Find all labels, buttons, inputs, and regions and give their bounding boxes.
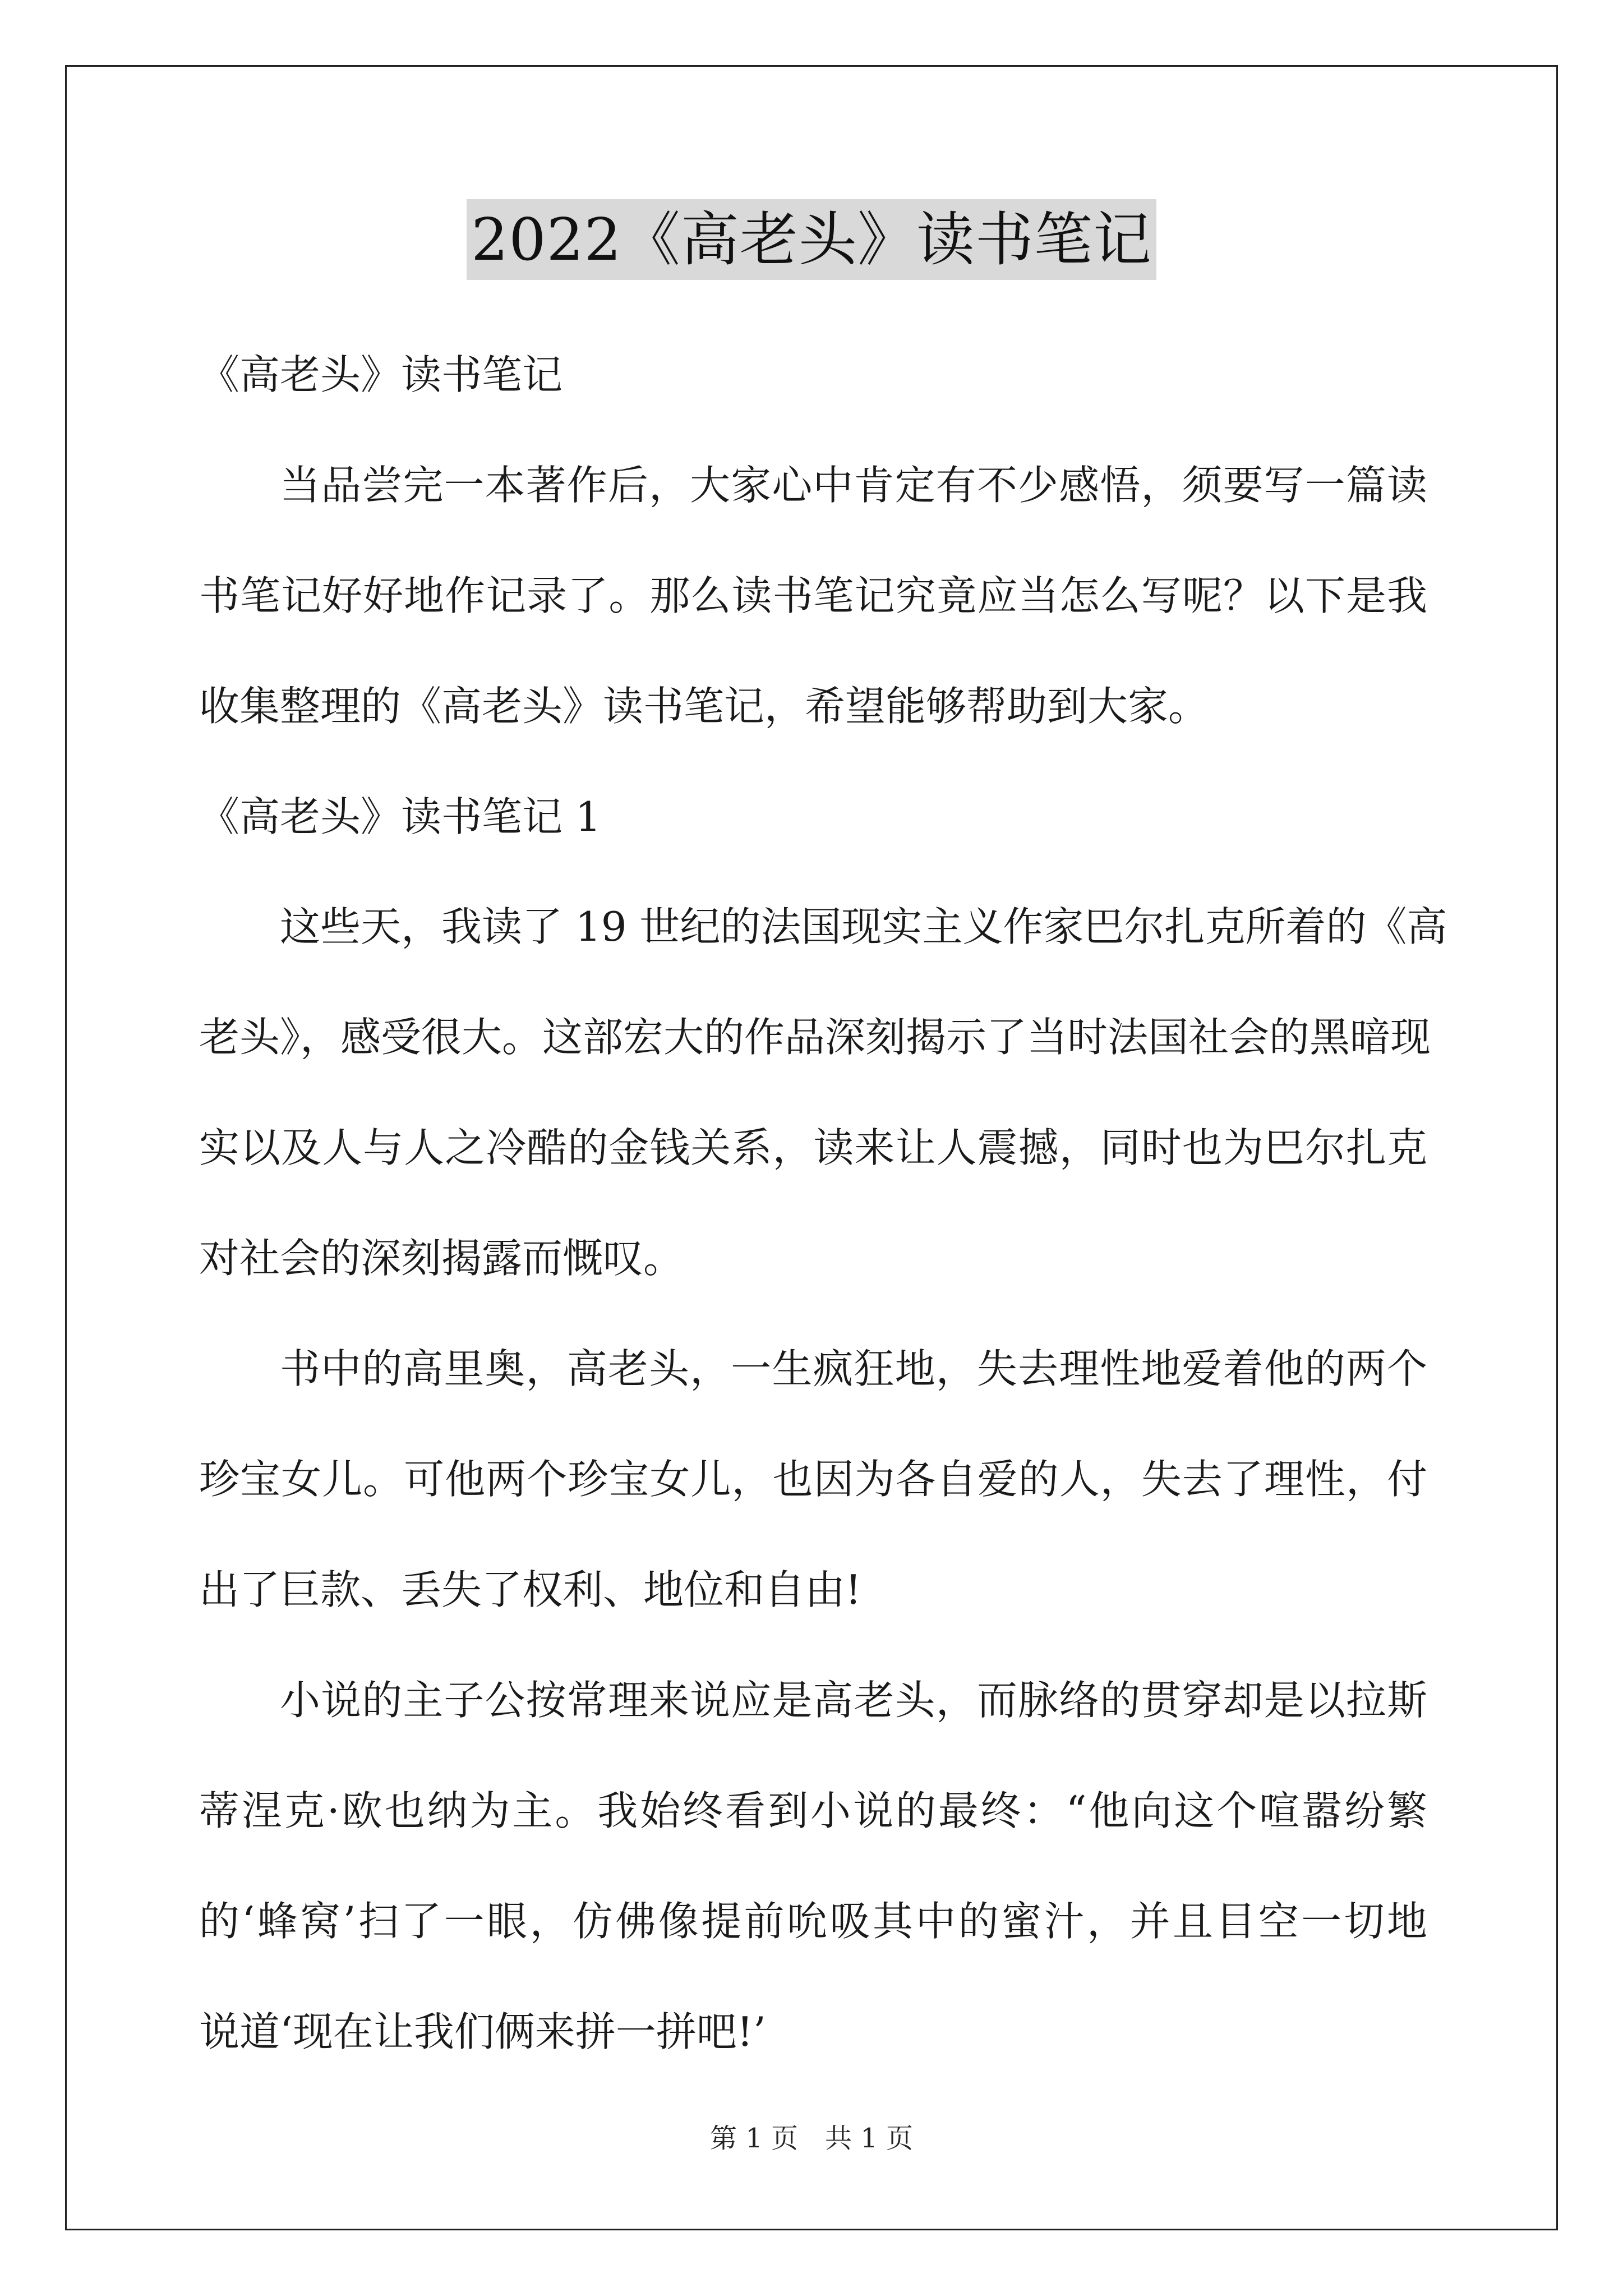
title-container <box>0 199 1623 280</box>
paragraph-4-line-1: 小说的主子公按常理来说应是高老头，而脉络的贯穿却是以拉斯 <box>280 1677 1427 1724</box>
page-footer: 第 1 页 共 1 页 <box>709 2123 914 2154</box>
paragraph-3-line-1: 书中的高里奥，高老头，一生疯狂地，失去理性地爱着他的两个 <box>280 1345 1427 1392</box>
paragraph-4-line-4: 说道‘现在让我们俩来拼一拼吧!’ <box>199 2008 766 2055</box>
paragraph-4-line-2: 蒂涅克·欧也纳为主。我始终看到小说的最终：“他向这个喧嚣纷繁 <box>199 1787 1427 1834</box>
paragraph-3-line-3: 出了巨款、丢失了权利、地位和自由! <box>199 1566 861 1613</box>
paragraph-1-line-2: 书笔记好好地作记录了。那么读书笔记究竟应当怎么写呢？以下是我 <box>199 572 1427 619</box>
paragraph-1-line-3: 收集整理的《高老头》读书笔记，希望能够帮助到大家。 <box>199 683 1209 730</box>
paragraph-2-line-1: 这些天，我读了 19 世纪的法国现实主义作家巴尔扎克所着的《高 <box>280 903 1447 950</box>
document-title: 2022《高老头》读书笔记 <box>467 199 1156 280</box>
paragraph-3-line-2: 珍宝女儿。可他两个珍宝女儿，也因为各自爱的人，失去了理性，付 <box>199 1456 1427 1503</box>
subtitle-line: 《高老头》读书笔记 <box>199 351 563 398</box>
paragraph-2-line-2: 老头》，感受很大。这部宏大的作品深刻揭示了当时法国社会的黑暗现 <box>199 1014 1431 1061</box>
paragraph-2-line-4: 对社会的深刻揭露而慨叹。 <box>199 1235 684 1282</box>
section-heading: 《高老头》读书笔记 1 <box>199 793 601 840</box>
paragraph-1-line-1: 当品尝完一本著作后，大家心中肯定有不少感悟，须要写一篇读 <box>280 462 1427 509</box>
paragraph-2-line-3: 实以及人与人之冷酷的金钱关系，读来让人震撼，同时也为巴尔扎克 <box>199 1124 1427 1171</box>
paragraph-4-line-3: 的‘蜂窝’扫了一眼，仿佛像提前吮吸其中的蜜汁，并且目空一切地 <box>199 1898 1427 1945</box>
